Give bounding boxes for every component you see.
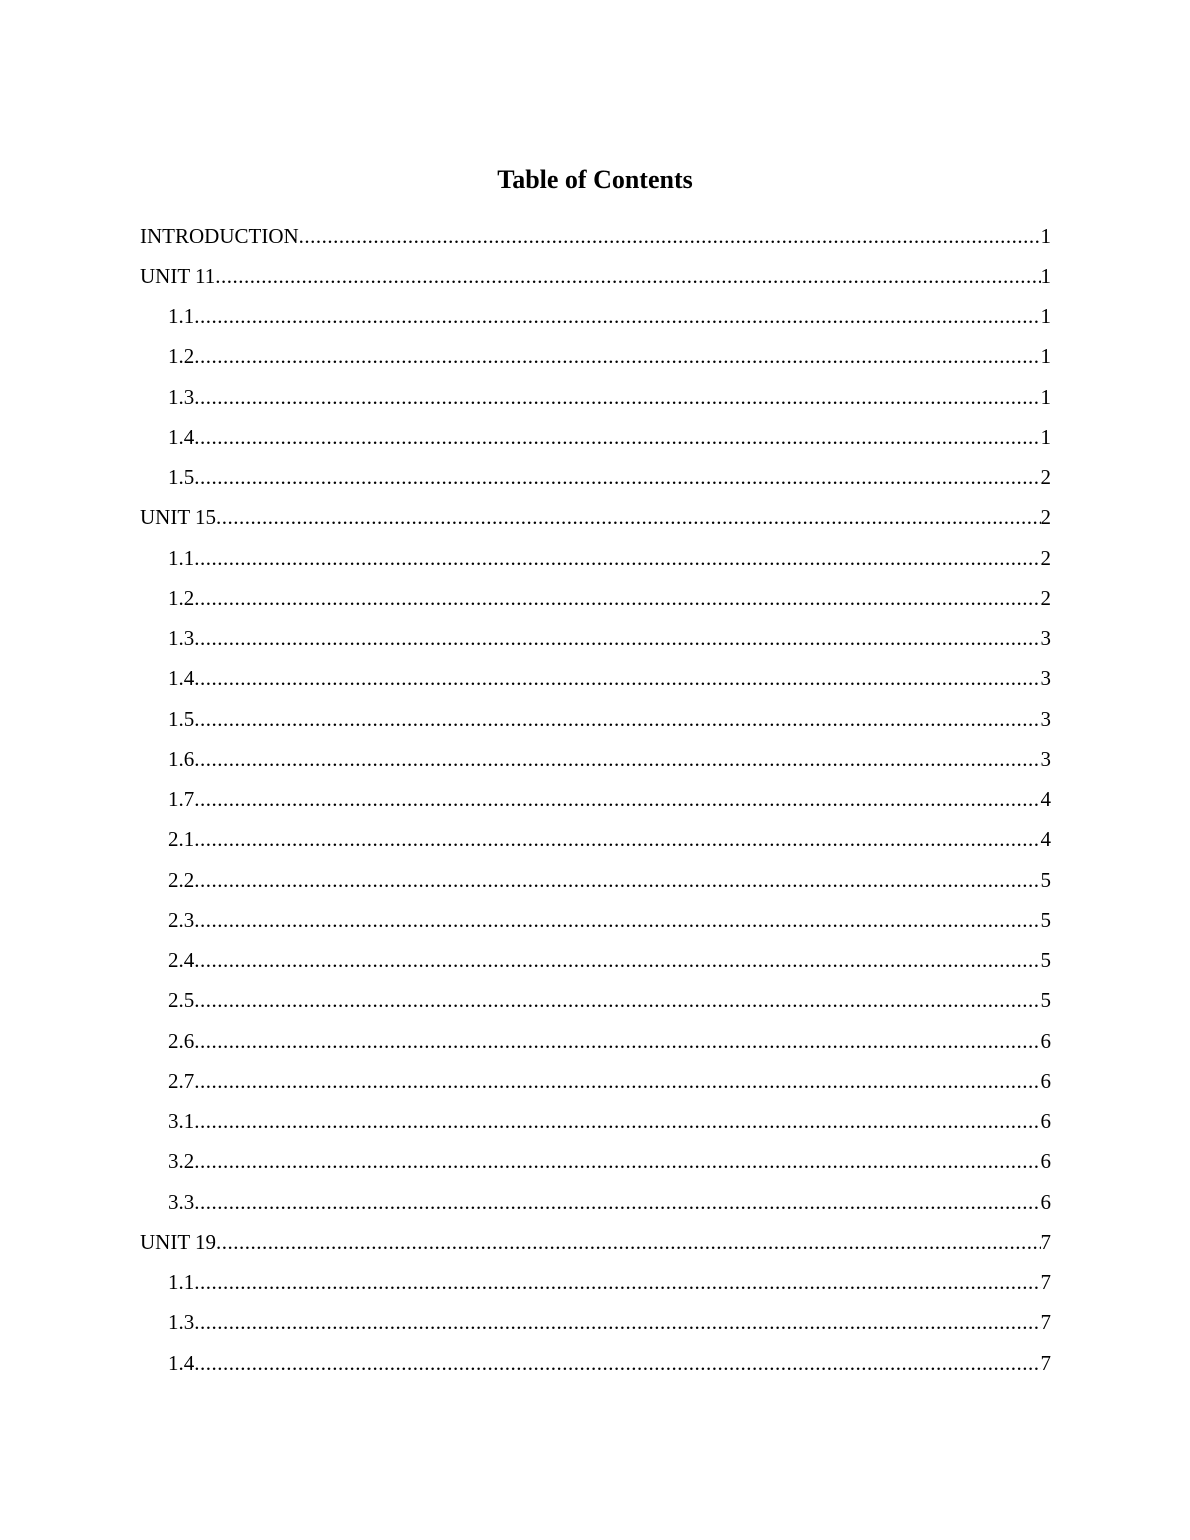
toc-entry-page-number: 3 xyxy=(1040,746,1051,771)
toc-entry[interactable] xyxy=(140,941,1051,981)
toc-dot-leader xyxy=(194,586,1040,611)
toc-dot-leader xyxy=(215,264,1040,289)
toc-dot-leader xyxy=(194,1270,1040,1295)
toc-dot-leader xyxy=(194,1109,1040,1134)
toc-entry-page-number: 3 xyxy=(1040,706,1051,731)
toc-entry[interactable] xyxy=(140,1102,1051,1142)
toc-entry-label: 2.6 xyxy=(168,1028,195,1053)
toc-entry[interactable] xyxy=(140,458,1051,498)
toc-entry-label: 2.7 xyxy=(168,1068,195,1093)
toc-entry-label: 2.1 xyxy=(168,827,195,852)
toc-entry-page-number: 3 xyxy=(1040,626,1051,651)
toc-entry-page-number: 7 xyxy=(1040,1229,1051,1254)
toc-dot-leader xyxy=(194,1190,1040,1215)
toc-dot-leader xyxy=(194,868,1040,893)
toc-entry-label: 1.2 xyxy=(168,585,195,610)
toc-entry[interactable] xyxy=(140,1303,1051,1343)
toc-entry-page-number: 6 xyxy=(1040,1189,1051,1214)
toc-entry-label: 1.7 xyxy=(168,787,195,812)
toc-dot-leader xyxy=(299,224,1041,249)
toc-entry[interactable] xyxy=(140,498,1051,538)
toc-entry[interactable] xyxy=(140,538,1051,578)
toc-entry[interactable] xyxy=(140,619,1051,659)
toc-entry-page-number: 1 xyxy=(1040,424,1051,449)
toc-dot-leader xyxy=(194,465,1040,490)
toc-dot-leader xyxy=(194,908,1040,933)
toc-dot-leader xyxy=(194,425,1040,450)
toc-entry-page-number: 2 xyxy=(1040,585,1051,610)
toc-entry-page-number: 5 xyxy=(1040,988,1051,1013)
toc-entry-page-number: 1 xyxy=(1040,304,1051,329)
toc-dot-leader xyxy=(216,505,1040,530)
toc-entry-page-number: 1 xyxy=(1040,344,1051,369)
toc-entry-label: UNIT 11 xyxy=(140,263,216,288)
toc-entry-page-number: 6 xyxy=(1040,1028,1051,1053)
toc-dot-leader xyxy=(194,1310,1040,1335)
toc-entry-label: 1.1 xyxy=(168,545,195,570)
toc-entry-label: 1.5 xyxy=(168,465,195,490)
toc-entry-label: 1.4 xyxy=(168,424,195,449)
toc-entry-page-number: 6 xyxy=(1040,1149,1051,1174)
toc-entry-label: 2.2 xyxy=(168,867,195,892)
toc-entry-page-number: 4 xyxy=(1040,787,1051,812)
toc-entry[interactable] xyxy=(140,417,1051,457)
toc-entry[interactable] xyxy=(140,337,1051,377)
toc-entry[interactable] xyxy=(140,780,1051,820)
toc-entry-label: 1.5 xyxy=(168,706,195,731)
toc-entry[interactable] xyxy=(140,1343,1051,1383)
toc-dot-leader xyxy=(216,1230,1040,1255)
toc-dot-leader xyxy=(194,1149,1040,1174)
toc-dot-leader xyxy=(194,626,1040,651)
toc-entry-label: 1.2 xyxy=(168,344,195,369)
toc-entry-label: 1.1 xyxy=(168,304,195,329)
toc-entry[interactable] xyxy=(140,1061,1051,1101)
toc-entry[interactable] xyxy=(140,1142,1051,1182)
toc-entry[interactable] xyxy=(140,256,1051,296)
toc-dot-leader xyxy=(194,988,1040,1013)
toc-dot-leader xyxy=(194,385,1040,410)
toc-entry[interactable] xyxy=(140,820,1051,860)
toc-entry[interactable] xyxy=(140,216,1051,256)
toc-entry-page-number: 4 xyxy=(1040,827,1051,852)
toc-entry-page-number: 3 xyxy=(1040,666,1051,691)
toc-dot-leader xyxy=(194,546,1040,571)
toc-entry-label: 2.4 xyxy=(168,948,195,973)
toc-entry-page-number: 7 xyxy=(1040,1350,1051,1375)
toc-entry[interactable] xyxy=(140,1222,1051,1262)
toc-entry-page-number: 2 xyxy=(1040,465,1051,490)
toc-entry-label: 3.3 xyxy=(168,1189,195,1214)
toc-entry-page-number: 1 xyxy=(1040,384,1051,409)
toc-list xyxy=(140,216,1051,1383)
toc-entry[interactable] xyxy=(140,1182,1051,1222)
toc-entry[interactable] xyxy=(140,1263,1051,1303)
toc-entry-page-number: 7 xyxy=(1040,1310,1051,1335)
toc-entry-page-number: 1 xyxy=(1040,263,1051,288)
toc-entry-page-number: 1 xyxy=(1040,223,1051,248)
toc-entry-label: 1.4 xyxy=(168,1350,195,1375)
toc-entry[interactable] xyxy=(140,860,1051,900)
toc-dot-leader xyxy=(194,304,1040,329)
toc-entry-label: 2.3 xyxy=(168,907,195,932)
toc-entry[interactable] xyxy=(140,377,1051,417)
toc-entry[interactable] xyxy=(140,900,1051,940)
toc-entry[interactable] xyxy=(140,739,1051,779)
toc-entry-page-number: 5 xyxy=(1040,867,1051,892)
toc-entry-label: 1.3 xyxy=(168,384,195,409)
toc-entry[interactable] xyxy=(140,659,1051,699)
toc-dot-leader xyxy=(194,787,1040,812)
toc-dot-leader xyxy=(194,1069,1040,1094)
toc-entry-page-number: 5 xyxy=(1040,907,1051,932)
toc-entry-label: 3.1 xyxy=(168,1109,195,1134)
toc-entry-label: 3.2 xyxy=(168,1149,195,1174)
toc-dot-leader xyxy=(194,1029,1040,1054)
toc-entry-label: INTRODUCTION xyxy=(140,223,299,248)
toc-title: Table of Contents xyxy=(497,165,693,194)
toc-dot-leader xyxy=(194,948,1040,973)
toc-entry[interactable] xyxy=(140,297,1051,337)
toc-entry-label: UNIT 19 xyxy=(140,1229,217,1254)
toc-entry-page-number: 2 xyxy=(1040,505,1051,530)
toc-dot-leader xyxy=(194,827,1040,852)
toc-entry-page-number: 6 xyxy=(1040,1068,1051,1093)
toc-dot-leader xyxy=(194,1351,1040,1376)
toc-entry-page-number: 6 xyxy=(1040,1109,1051,1134)
toc-entry[interactable] xyxy=(140,699,1051,739)
toc-entry-page-number: 2 xyxy=(1040,545,1051,570)
toc-entry[interactable] xyxy=(140,578,1051,618)
toc-entry-label: 1.1 xyxy=(168,1270,195,1295)
toc-entry-page-number: 7 xyxy=(1040,1270,1051,1295)
toc-dot-leader xyxy=(194,666,1040,691)
toc-entry-label: 1.6 xyxy=(168,746,195,771)
toc-dot-leader xyxy=(194,707,1040,732)
toc-entry-label: 1.3 xyxy=(168,1310,195,1335)
toc-entry-page-number: 5 xyxy=(1040,948,1051,973)
toc-entry-label: 1.4 xyxy=(168,666,195,691)
toc-entry-label: 1.3 xyxy=(168,626,195,651)
toc-entry-label: UNIT 15 xyxy=(140,505,217,530)
toc-entry[interactable] xyxy=(140,981,1051,1021)
toc-entry[interactable] xyxy=(140,1021,1051,1061)
toc-dot-leader xyxy=(194,344,1040,369)
toc-entry-label: 2.5 xyxy=(168,988,195,1013)
toc-dot-leader xyxy=(194,747,1040,772)
